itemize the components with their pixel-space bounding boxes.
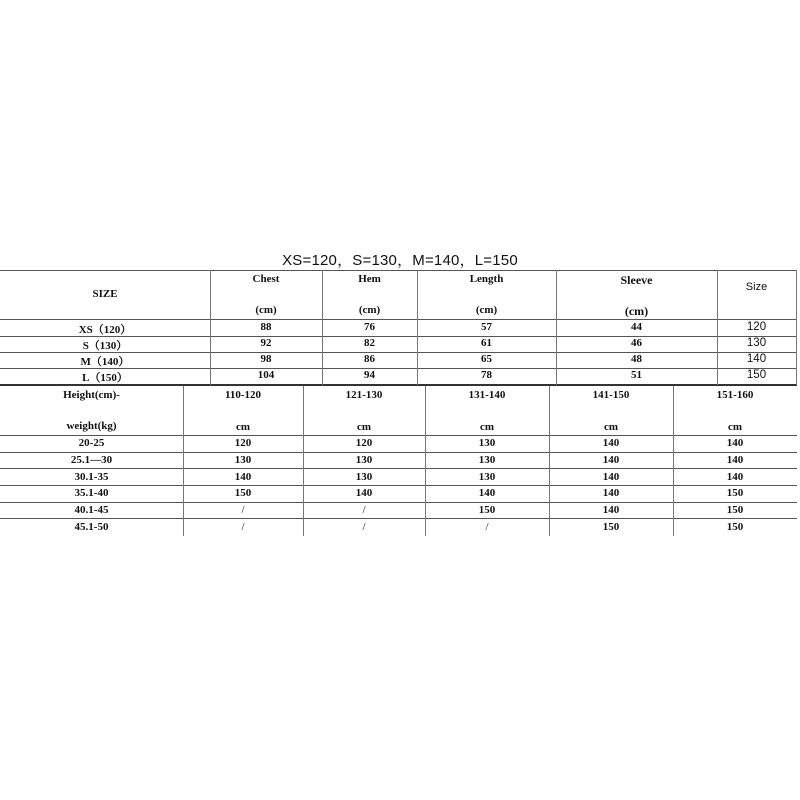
table2-row-divider	[0, 518, 797, 519]
column-unit-hem: (cm)	[358, 304, 381, 316]
table1-top-border	[0, 270, 797, 271]
cell-hem: 76	[364, 321, 375, 333]
table-cell: 130	[478, 454, 496, 466]
table-cell: /	[241, 504, 245, 516]
column-header-range: 110-120	[224, 389, 262, 401]
column-unit-length: (cm)	[475, 304, 498, 316]
column-header-range: 131-140	[468, 389, 506, 401]
column-header-unit: cm	[356, 421, 372, 433]
size-header: SIZE	[92, 288, 118, 300]
table-cell: 150	[602, 521, 620, 533]
table2-header-divider	[0, 435, 797, 436]
table-cell: 120	[355, 437, 373, 449]
table-cell: /	[241, 521, 245, 533]
cell-length: 65	[481, 353, 492, 365]
column-header-range: 141-150	[592, 389, 630, 401]
table-cell: 140	[726, 437, 744, 449]
row-label: L（150）	[82, 372, 128, 384]
table-cell: 140	[355, 487, 373, 499]
cell-hem: 94	[364, 369, 375, 381]
table-cell: 140	[602, 437, 620, 449]
row-label: 45.1-50	[74, 521, 109, 533]
table2-row-divider	[0, 502, 797, 503]
table-cell: 150	[726, 504, 744, 516]
table-cell: 150	[726, 487, 744, 499]
cell-hem: 86	[364, 353, 375, 365]
table-cell: 140	[602, 504, 620, 516]
cell-sleeve: 44	[631, 321, 642, 333]
row-label: 20-25	[78, 437, 105, 449]
cell-chest: 92	[260, 337, 272, 349]
column-header-unit: cm	[235, 421, 251, 433]
table-cell: 150	[234, 487, 252, 499]
cell-chest: 88	[260, 321, 272, 333]
row-label: S（130）	[82, 340, 128, 352]
cell-size: 140	[746, 353, 767, 365]
column-header-chest: Chest	[252, 273, 280, 285]
cell-sleeve: 46	[631, 337, 642, 349]
table-cell: 120	[234, 437, 252, 449]
column-unit-sleeve: (cm)	[624, 304, 649, 318]
table-cell: 150	[478, 504, 496, 516]
table-cell: /	[485, 521, 489, 533]
corner-header-weight: weight(kg)	[66, 420, 117, 432]
row-label: 35.1-40	[74, 487, 109, 499]
column-unit-chest: (cm)	[255, 304, 277, 316]
table-cell: 130	[234, 454, 252, 466]
cell-chest: 98	[260, 353, 272, 365]
table-cell: 130	[355, 471, 373, 483]
table-cell: 130	[355, 454, 373, 466]
table2-row-divider	[0, 468, 797, 469]
cell-length: 78	[481, 369, 492, 381]
table-cell: 140	[602, 454, 620, 466]
cell-size: 130	[746, 337, 767, 349]
size-chart-title: XS=120，S=130，M=140，L=150	[282, 252, 518, 269]
column-header-sleeve: Sleeve	[620, 273, 653, 287]
column-header-length: Length	[469, 273, 504, 285]
row-label: 30.1-35	[74, 471, 109, 483]
table-cell: 150	[726, 521, 744, 533]
table-cell: 140	[726, 454, 744, 466]
table-cell: 130	[478, 471, 496, 483]
column-header-unit: cm	[479, 421, 495, 433]
cell-size: 150	[746, 369, 767, 381]
cell-sleeve: 51	[631, 369, 642, 381]
table-cell: 140	[602, 471, 620, 483]
cell-chest: 104	[257, 369, 275, 381]
table-cell: /	[362, 504, 366, 516]
cell-hem: 82	[364, 337, 375, 349]
row-label: XS（120）	[78, 324, 132, 336]
table-cell: /	[362, 521, 366, 533]
table2-row-divider	[0, 452, 797, 453]
row-label: 40.1-45	[74, 504, 109, 516]
table-cell: 140	[234, 471, 252, 483]
table1-header-divider	[0, 319, 797, 320]
table-cell: 140	[726, 471, 744, 483]
table-cell: 140	[478, 487, 496, 499]
column-header-range: 121-130	[345, 389, 383, 401]
corner-header-height: Height(cm)-	[63, 389, 120, 401]
column-header-unit: cm	[727, 421, 743, 433]
table1-column-divider	[796, 270, 797, 385]
column-header-unit: cm	[603, 421, 619, 433]
table-cell: 140	[602, 487, 620, 499]
column-header-hem: Hem	[358, 273, 381, 285]
cell-size: 120	[746, 321, 767, 333]
cell-sleeve: 48	[631, 353, 642, 365]
cell-length: 57	[481, 321, 492, 333]
row-label: M（140）	[80, 356, 130, 368]
column-header-range: 151-160	[716, 389, 754, 401]
row-label: 25.1—30	[70, 454, 113, 466]
table2-row-divider	[0, 485, 797, 486]
table-cell: 130	[478, 437, 496, 449]
column-header-size: Size	[745, 281, 768, 293]
cell-length: 61	[481, 337, 492, 349]
